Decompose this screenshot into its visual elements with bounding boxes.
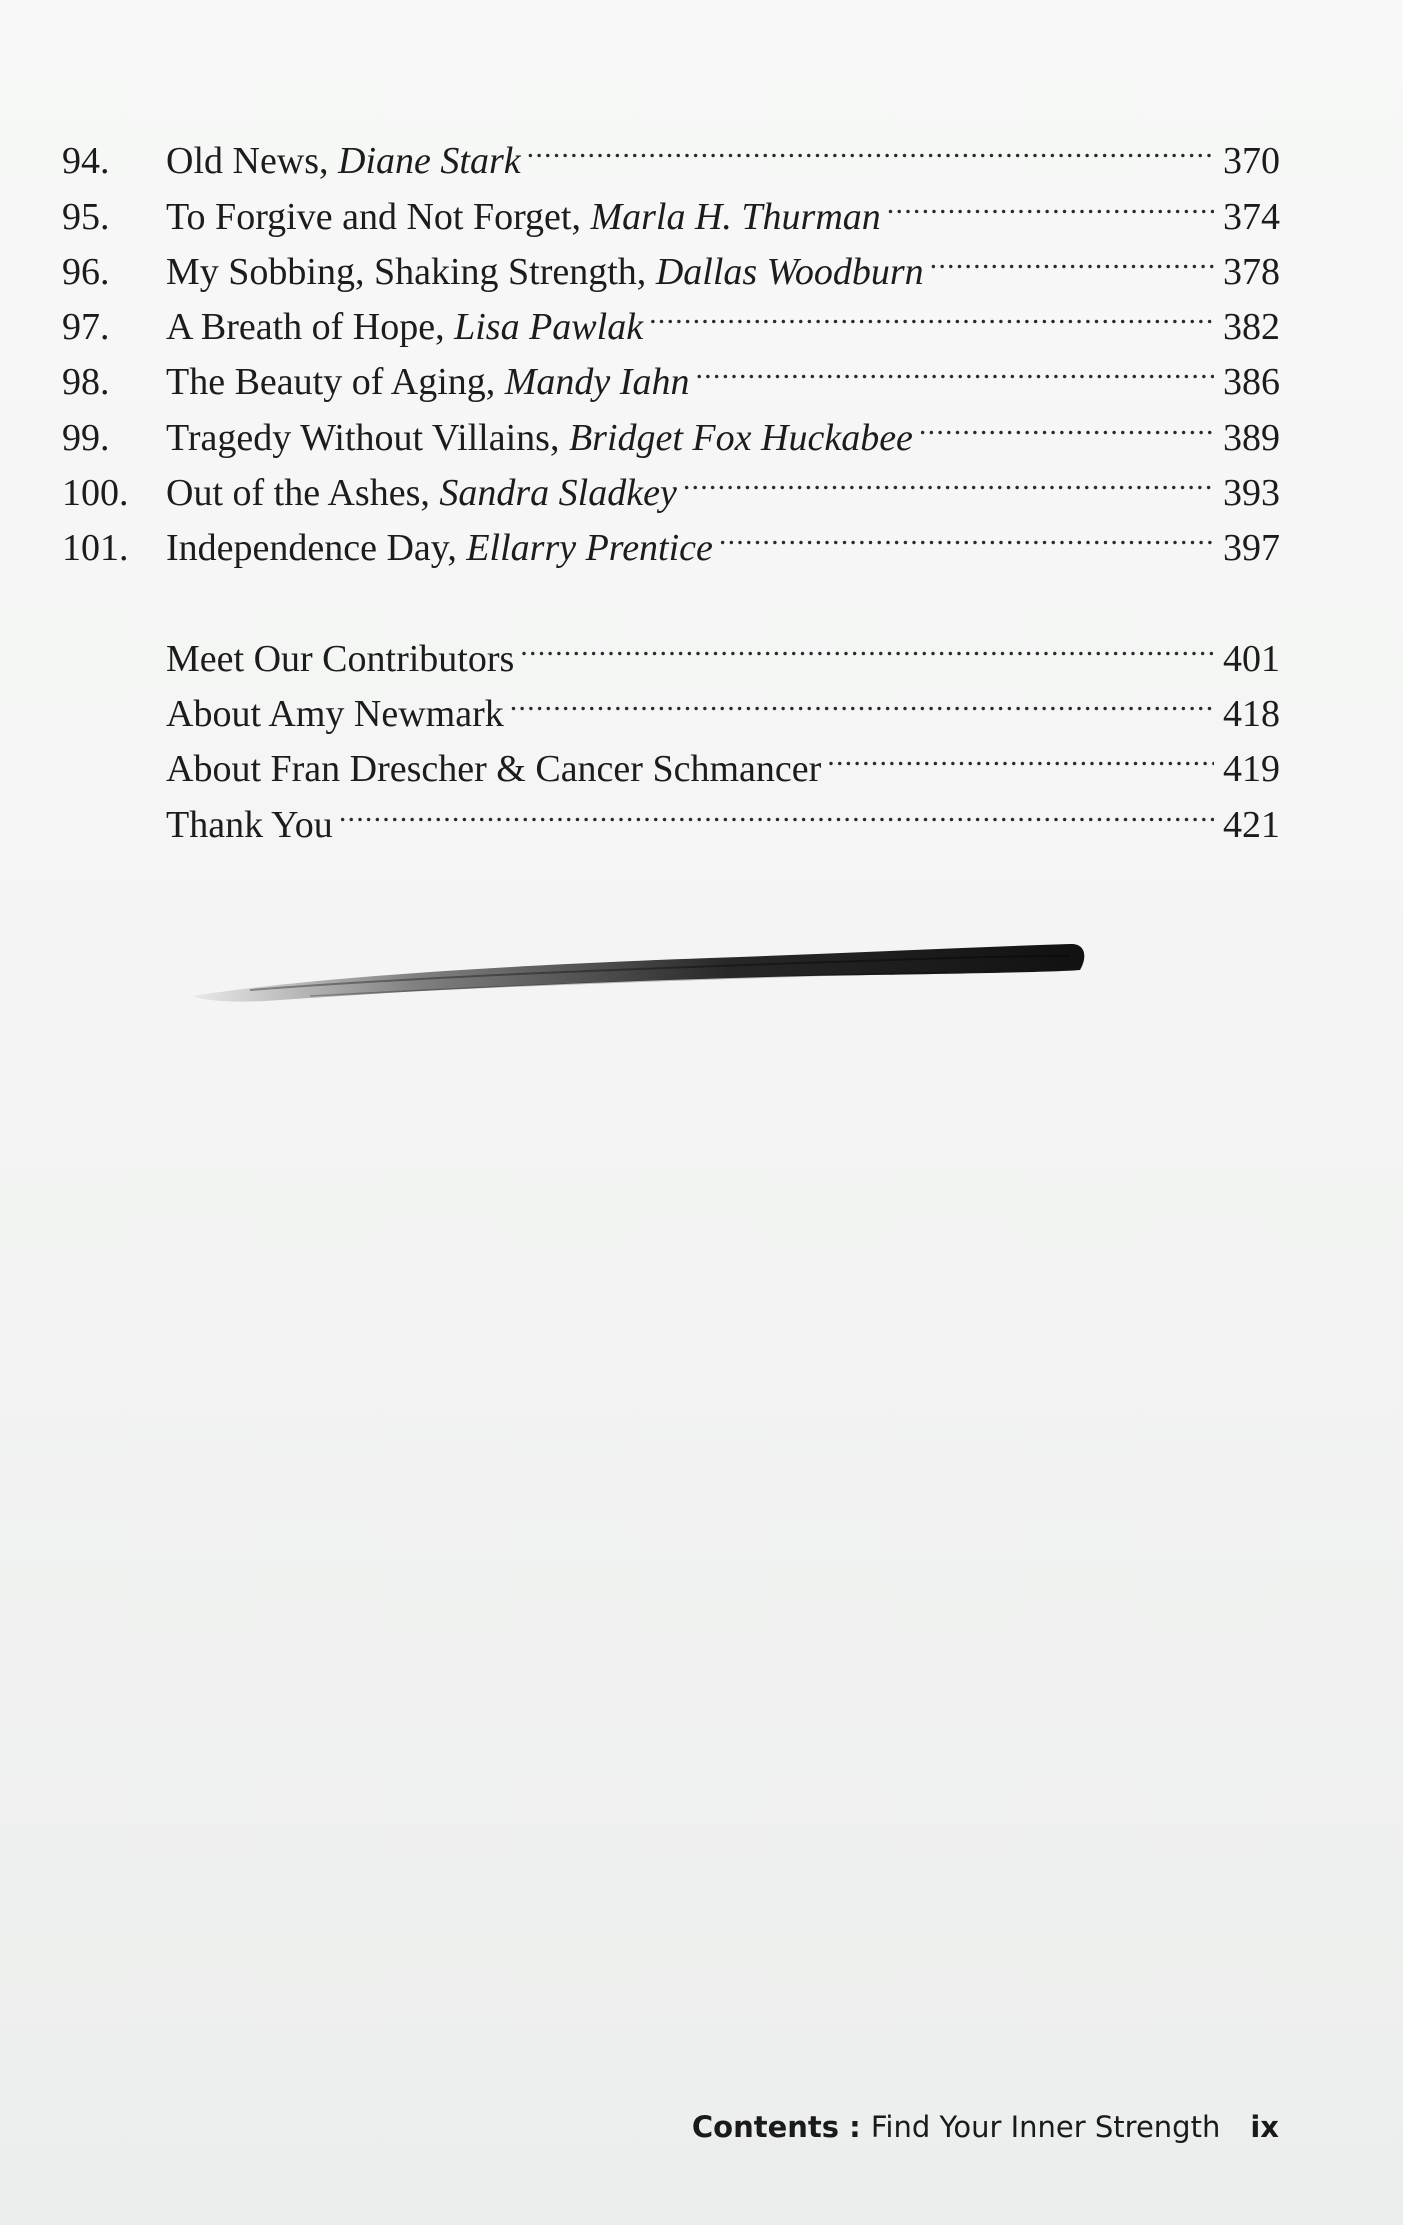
- chapter-entry: [166, 134, 521, 189]
- chapter-title: A Breath of Hope,: [166, 306, 455, 349]
- back-matter-title: About Fran Drescher & Cancer Schmancer: [166, 748, 822, 791]
- chapter-number: 95.: [62, 195, 110, 238]
- chapter-author: Ellarry Prentice: [466, 527, 713, 570]
- dot-leader: [339, 781, 1214, 836]
- page-footer: [692, 2110, 1279, 2144]
- chapter-entry: [166, 521, 713, 576]
- chapter-page: 393: [1223, 472, 1280, 515]
- back-matter-title: About Amy Newmark: [166, 692, 504, 735]
- dot-leader: [683, 450, 1214, 505]
- chapter-author: Bridget Fox Huckabee: [568, 416, 913, 459]
- chapter-author: Mandy Iahn: [504, 361, 690, 404]
- chapter-page: 378: [1223, 250, 1280, 293]
- dot-leader: [510, 671, 1214, 726]
- chapter-author: Sandra Sladkey: [439, 472, 677, 515]
- chapter-entry: [166, 466, 677, 521]
- back-matter-title: Thank You: [166, 803, 333, 846]
- chapter-author: Dallas Woodburn: [655, 250, 924, 293]
- chapter-author: Diane Stark: [338, 140, 521, 183]
- chapter-number: 97.: [62, 306, 110, 349]
- chapter-page: 389: [1223, 416, 1280, 459]
- dot-leader: [719, 505, 1214, 560]
- chapter-number: 94.: [62, 140, 110, 183]
- chapter-entry: [166, 190, 881, 245]
- chapter-page: 382: [1223, 306, 1280, 349]
- chapter-number: 99.: [62, 416, 110, 459]
- chapter-number: 96.: [62, 250, 110, 293]
- chapter-page: 370: [1223, 140, 1280, 183]
- dot-leader: [695, 339, 1214, 394]
- chapter-title: The Beauty of Aging,: [166, 361, 505, 404]
- footer-page-number: ix: [1250, 2110, 1279, 2144]
- chapter-title: Tragedy Without Villains,: [166, 416, 569, 459]
- brush-stroke-divider: [190, 930, 1090, 1010]
- chapter-title: Independence Day,: [166, 527, 467, 570]
- dot-leader: [527, 118, 1214, 173]
- dot-leader: [919, 394, 1214, 449]
- back-matter-page: 421: [1223, 803, 1280, 846]
- chapter-page: 397: [1223, 527, 1280, 570]
- back-matter-page: 418: [1223, 692, 1280, 735]
- chapter-title: To Forgive and Not Forget,: [166, 195, 591, 238]
- dot-leader: [930, 229, 1214, 284]
- dot-leader: [887, 173, 1214, 228]
- toc-entry: [62, 118, 1280, 183]
- chapter-number: 100.: [62, 472, 129, 515]
- chapter-page: 374: [1223, 195, 1280, 238]
- back-matter-entry: [62, 615, 1280, 680]
- chapter-entry: [166, 355, 689, 410]
- chapter-title: My Sobbing, Shaking Strength,: [166, 250, 656, 293]
- footer-separator: :: [839, 2110, 871, 2144]
- chapter-author: Lisa Pawlak: [454, 306, 644, 349]
- footer-section: Contents: [691, 2110, 840, 2144]
- chapter-number: 101.: [62, 527, 129, 570]
- footer-book-title: Find Your Inner Strength: [870, 2110, 1221, 2144]
- back-matter-page: 401: [1223, 637, 1280, 680]
- back-matter-title: Meet Our Contributors: [166, 637, 515, 680]
- chapter-title: Out of the Ashes,: [166, 472, 440, 515]
- chapter-title: Old News,: [166, 140, 339, 183]
- dot-leader: [520, 615, 1214, 670]
- back-matter-page: 419: [1223, 748, 1280, 791]
- dot-leader: [649, 284, 1214, 339]
- chapter-page: 386: [1223, 361, 1280, 404]
- chapter-author: Marla H. Thurman: [590, 195, 881, 238]
- chapter-number: 98.: [62, 361, 110, 404]
- chapter-entry: [166, 300, 643, 355]
- dot-leader: [827, 726, 1214, 781]
- table-of-contents: [62, 118, 1280, 846]
